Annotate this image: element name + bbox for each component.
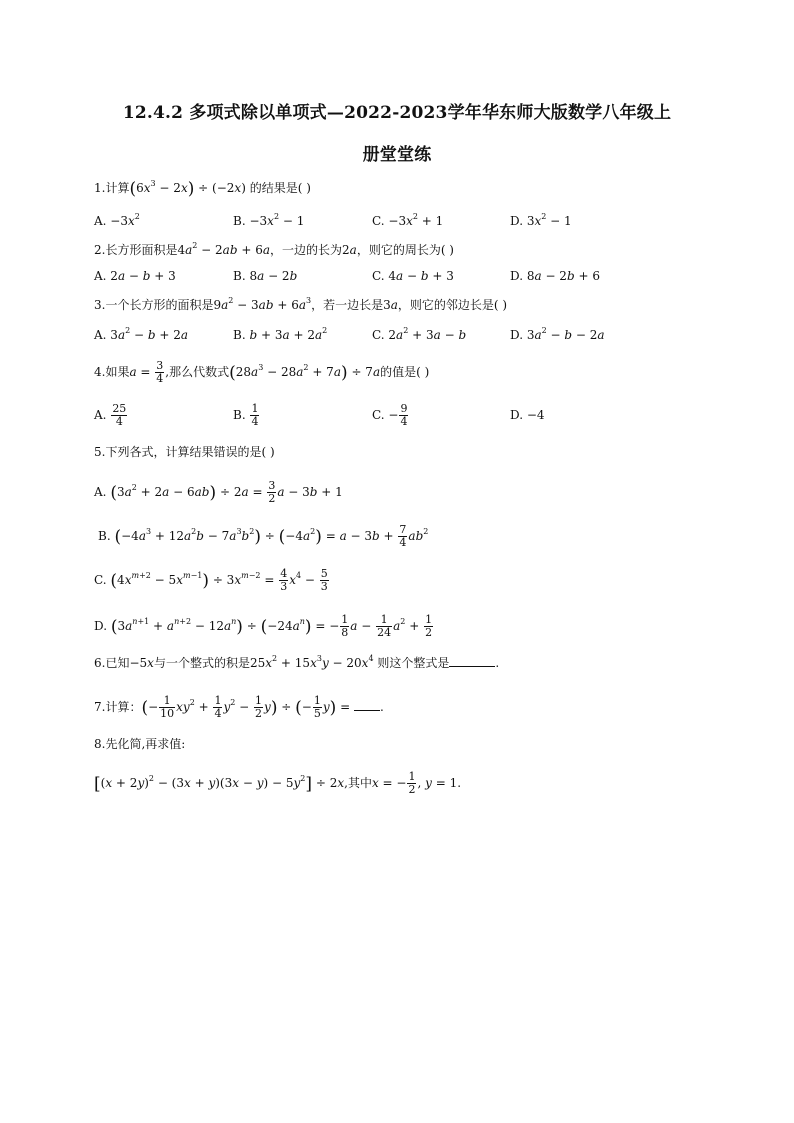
q2-option-a: A. 2a − b + 3 bbox=[94, 269, 176, 283]
q2-option-c: C. 4a − b + 3 bbox=[372, 269, 454, 283]
q2-option-d: D. 8a − 2b + 6 bbox=[510, 269, 600, 283]
q3-option-c: C. $2a^2 + 3a - b$ bbox=[372, 326, 467, 342]
question-2: 2.长方形面积是$4a^2 - 2ab + 6a$，一边的长为2a，则它的周长为( ) bbox=[94, 241, 454, 257]
q3-option-b: B. $b + 3a + 2a^2$ bbox=[233, 326, 328, 342]
question-8: 8.先化简,再求值: bbox=[94, 737, 186, 751]
q4-option-c: C. − $\frac{9}{4}$ bbox=[372, 402, 408, 428]
question-4: 4.如果a = $\frac{3}{4}$ ,那么代数式$(28a^3 - 28a^2 + 7a) \div 7a$的值是( ) bbox=[94, 359, 430, 385]
page-title: 12.4.2 多项式除以单项式—2022-2023学年华东师大版数学八年级上 bbox=[122, 103, 672, 123]
q5-option-c: C. $(4x^{m+2} - 5x^{m-1}) \div 3x^{m-2}$ = $\frac{4}{3}$ $x^4$ − $\frac{5}{3}$ bbox=[94, 567, 328, 593]
q1-option-a: A. $-3x^2$ bbox=[94, 212, 140, 228]
q3-option-d: D. $3a^2 - b - 2a$ bbox=[510, 326, 605, 342]
q5-option-a: A. $(3a^2 + 2a - 6ab) \div 2a$ = $\frac{3}{2}$ a − 3b + 1 bbox=[94, 479, 343, 505]
q3-option-a: A. $3a^2 - b + 2a$ bbox=[94, 326, 189, 342]
question-7: 7.计算：(− $\frac{1}{10}$ $xy^2$ + $\frac{1}{4}$ $y^2$ − $\frac{1}{2}$ y) ÷ (− $\frac{1}{5}$ y) = . bbox=[94, 694, 384, 720]
answer-blank bbox=[449, 666, 495, 667]
q2-option-b: B. 8a − 2b bbox=[233, 269, 298, 283]
question-8-expression: $[(x + 2y)^2 - (3x + y)(3x - y) - 5y^2] \div 2x$,其中x = − $\frac{1}{2}$ , y = 1. bbox=[94, 770, 462, 796]
q1-option-b: B. $-3x^2 - 1$ bbox=[233, 212, 305, 228]
question-5: 5.下列各式，计算结果错误的是( ) bbox=[94, 445, 275, 459]
q4-option-a: A. $\frac{25}{4}$ bbox=[94, 402, 127, 428]
q5-option-d: D. $(3a^{n+1} + a^{n+2} - 12a^n) \div (-24a^n)$ = − $\frac{1}{8}$ a − $\frac{1}{24}$ $a^2$ + $\frac{1}{2}$ bbox=[94, 613, 433, 639]
q1-option-c: C. $-3x^2 + 1$ bbox=[372, 212, 444, 228]
question-1: 1.计算$(6x^3 - 2x) \div (-2x)$ 的结果是( ) bbox=[94, 179, 311, 199]
question-3: 3.一个长方形的面积是$9a^2 - 3ab + 6a^3$，若一边长是3a，则它的邻边长是( ) bbox=[94, 296, 508, 312]
q4-option-d: D. −4 bbox=[510, 408, 545, 422]
question-6: 6.已知−5x与一个整式的积是$25x^2 + 15x^3y - 20x^4$ 则这个整式是 . bbox=[94, 654, 500, 670]
page-title-continued: 册堂堂练 bbox=[362, 145, 432, 165]
q1-option-d: D. $3x^2 - 1$ bbox=[510, 212, 572, 228]
answer-blank bbox=[354, 710, 380, 711]
q4-option-b: B. $\frac{1}{4}$ bbox=[233, 402, 259, 428]
q5-option-b: B. $(-4a^3 + 12a^2b - 7a^3b^2) \div (-4a^2) = a - 3b$ + $\frac{7}{4}$ $ab^2$ bbox=[98, 523, 429, 549]
